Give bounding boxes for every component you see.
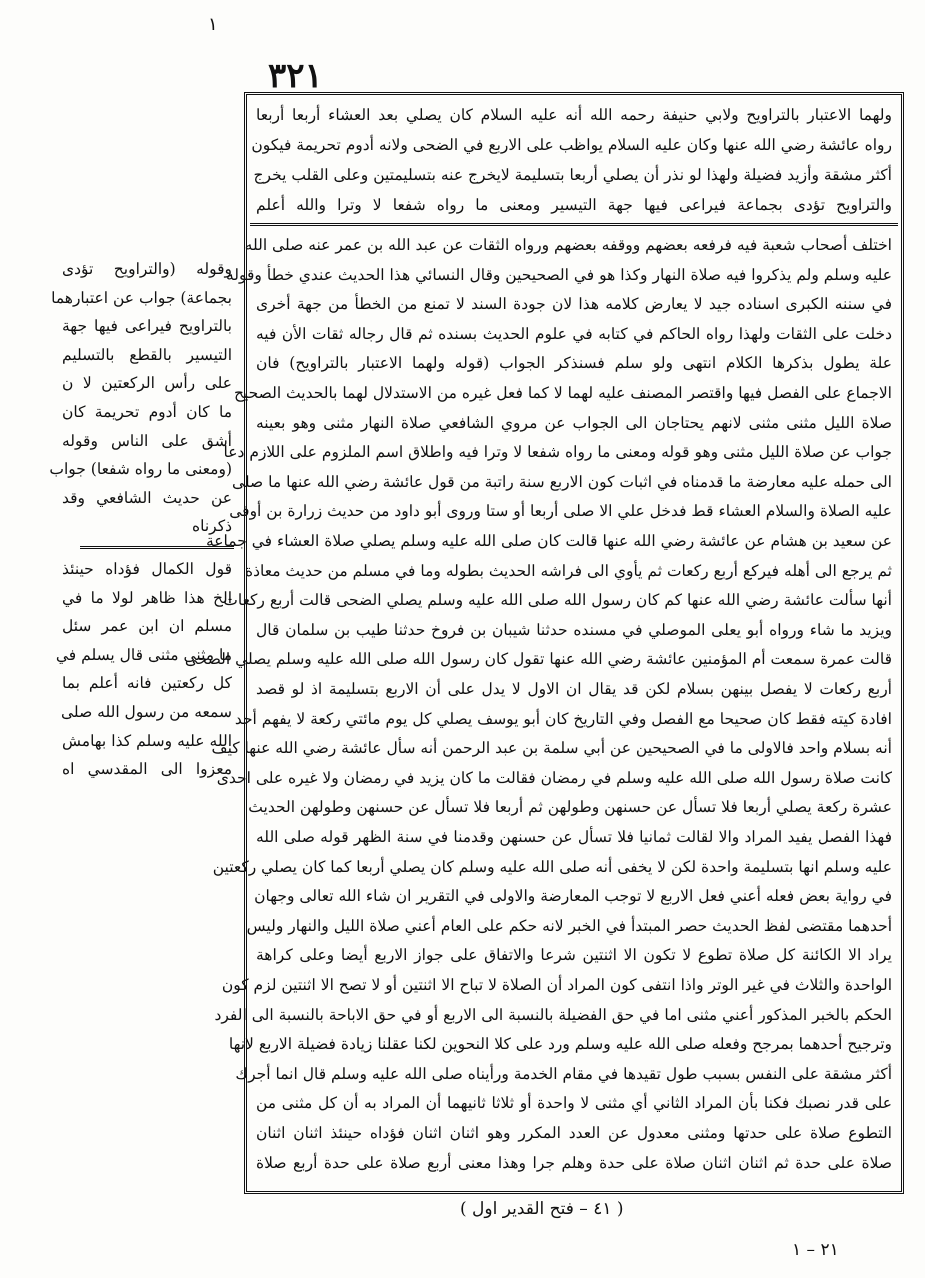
margin-note-line: (ومعنى ما رواه شفعا) جواب — [49, 460, 232, 479]
commentary-line: جواب عن صلاة الليل مثنى وهو قوله ومعنى ما رواه شفعا لا وترا فيه واطلاق اسم الملزوم على اللازم دعا — [223, 443, 892, 462]
commentary-line: عليه الصلاة والسلام العشاء قط فدخل علي الا صلى أربعا أو ستا وروى أبو داود من حديث زرارة بن أوفى — [229, 502, 892, 521]
margin-note-line: مسلم ان ابن عمر سئل — [62, 617, 232, 636]
commentary-line: عن سعيد بن هشام عن عائشة رضي الله عنها قالت كان صلى الله عليه وسلم يصلي صلاة العشاء في جماعة — [205, 532, 892, 550]
commentary-line: عليه وسلم ولم يذكروا فيه صلاة النهار وكذا هو في الصحيحين وقال النسائي هذا الحديث عندي خطأ وقوله — [225, 265, 892, 284]
page-number: ٣٢١ — [268, 56, 323, 96]
margin-note-line: سمعه من رسول الله صلى — [61, 703, 232, 721]
commentary-line: عليه وسلم انها بتسليمة واحدة لكن لا يخفى أنه صلى الله عليه وسلم كان يصلي أربعا كما كان يصلي ركعتين — [212, 857, 892, 876]
commentary-line: الاجماع على الفصل فيها واقتصر المصنف عليه لهما لا كما فعل غيره من الاستدلال لهما بالحديث الصحيح — [233, 384, 892, 402]
commentary-line: افادة كيته فقط كان صحيحا مع الفصل وفي التاريخ كان أبو يوسف يصلي كل يوم مائتي ركعة لا يفهم أحد — [234, 709, 892, 728]
commentary-line: اختلف أصحاب شعبة فيه فرفعه بعضهم ووقفه بعضهم ورواه الثقات عن عبد الله بن عمر عنه صلى الله — [244, 236, 892, 254]
commentary-line: التطوع صلاة على حدتها ومثنى معدول عن العدد المكرر وهو اثنان اثنان فؤداه حينئذ اثنان اثنان — [256, 1124, 892, 1142]
signature-mark: ٢١ – ١ — [792, 1240, 839, 1260]
commentary-line: أحدهما مقتضى لفظ الحديث حصر المبتدأ في الخبر لانه حكم على العام أعني صلاة الليل والنهار وليس — [246, 916, 892, 935]
matn-text-block — [250, 98, 898, 226]
corner-mark: ١ — [208, 14, 218, 35]
margin-note-line: ما كان أدوم تحريمة كان — [62, 403, 232, 421]
commentary-line: على قدر نصبك فكنا بأن المراد الثاني أي مثنى لا واحدة أو ثلاثا ثانيهما أن المراد به أن كل مثنى من — [256, 1094, 892, 1113]
commentary-line: فهذا الفصل يفيد المراد والا لقالت ثمانيا فلا تسأل عن حسنهن وقدمنا في سنة الظهر قوله صلى الله — [256, 828, 892, 846]
margin-note-line: الخ هذا ظاهر لولا ما في — [62, 588, 232, 607]
commentary-line: قالت عمرة سمعت أم المؤمنين عائشة رضي الله عنها تقول كان رسول الله صلى الله عليه وسلم يصلي الضحى — [184, 650, 892, 669]
commentary-line: أربع ركعات لا يفصل بينهن بسلام لكن قد يقال ان الاول لا يدل على أن الاربع بتسليمة اذ لو قصد — [256, 680, 892, 698]
matn-line: ولهما الاعتبار بالتراويح ولابي حنيفة رحمه الله أنه عليه السلام كان يصلي بعد العشاء أربعا أربعا — [256, 106, 892, 124]
margin-note-line: ما مثنى مثنى قال يسلم في — [55, 645, 232, 664]
commentary-line: وترجيح أحدهما بمرجح وفعله صلى الله عليه وسلم ورد على كلا النحوين لكنا عقلنا زيادة فضيلة الاربع لانها — [228, 1035, 892, 1054]
commentary-line: كانت صلاة رسول الله صلى الله عليه وسلم في رمضان فقالت ما كان يزيد في رمضان ولا غيره على احدى — [216, 768, 892, 787]
commentary-line: أنها سألت عائشة رضي الله عنها كم كان رسول الله صلى الله عليه وسلم يصلي الضحى قالت أربع ركعات — [223, 591, 892, 610]
commentary-line: في سننه الكبرى اسناده جيد لا يعارض كلامه هذا لان جودة السند لا تمنع من الخطأ من جهة أخرى — [256, 295, 892, 314]
margin-note-line: معزوا الى المقدسي اه — [62, 760, 232, 779]
commentary-line: الى حمله عليه معارضة ما قدمناه في اثبات كون الاربع سنة راتبة من قول عائشة رضي الله عنها ما صلى — [231, 472, 892, 491]
commentary-line: عشرة ركعة يصلي أربعا فلا تسأل عن حسنهن وطولهن ثم أربعا فلا تسأل عن حسنهن وطولهن الحديث — [248, 798, 892, 817]
commentary-line: علة يطول بذكرها الكلام انتهى ولو سلم فسنذكر الجواب (قوله ولهما الاعتبار بالتراويح) فان — [256, 354, 892, 373]
margin-note-line: الله عليه وسلم كذا بهامش — [62, 731, 232, 750]
margin-note-line: أشق على الناس وقوله — [62, 431, 232, 450]
commentary-line: الواحدة والثلاث في غير الوتر واذا انتفى كون المراد أن الصلاة لا تباح الا اثنتين أو لا تصح الا اثنتين لزم كون — [221, 976, 892, 994]
margin-note-line: ذكرناه — [192, 517, 232, 536]
commentary-line: الحكم بالخبر المذكور أعني مثنى اما في حق الفضيلة بالنسبة الى الاربع أو في حق الاباحة بالنسبة الى الفرد — [214, 1005, 892, 1024]
margin-divider — [80, 546, 234, 549]
commentary-line: يراد الا الكائنة كل صلاة تطوع لا تكون الا اثنتين شرعا والاتفاق على جواز الاربع أيضا وعلى كراهة — [256, 946, 892, 965]
margin-note-line: على رأس الركعتين لا ن — [62, 374, 232, 393]
margin-note-line: قول الكمال فؤداه حينئذ — [62, 560, 232, 578]
matn-line: أكثر مشقة وأزيد فضيلة ولهذا لو نذر أن يصلي أربعا بتسليمة لايخرج عنه بتسليمتين وعلى القلب يخرج — [253, 166, 892, 184]
margin-note-line: بجماعة) جواب عن اعتبارهما — [51, 288, 232, 307]
margin-note-line: كل ركعتين فانه أعلم بما — [62, 674, 232, 693]
matn-line: رواه عائشة رضي الله عنها وكان عليه السلام يواظب على الاربع في الضحى ولانه أدوم تحريمة فيكون — [251, 136, 892, 154]
margin-note-line: بالتراويح فيراعى فيها جهة — [62, 317, 232, 336]
commentary-line: صلاة الليل مثنى مثنى لانهم يحتاجان الى الجواب عن مروي الشافعي صلاة النهار مثنى وهو بعينه — [256, 413, 892, 432]
margin-note-line: التيسير بالقطع بالتسليم — [62, 345, 232, 364]
commentary-line: صلاة على حدة ثم اثنان اثنان صلاة على حدة وهلم جرا وهذا معنى أربع صلاة على حدة أربع صلاة — [256, 1153, 892, 1172]
commentary-line: في رواية بعض فعله أعني فعل الاربع لا توجب المعارضة والاولى في التقرير ان شاء الله تعالى وجهان — [254, 887, 892, 906]
footer-book-title: ( ٤١ – فتح القدير اول ) — [460, 1199, 624, 1219]
commentary-line: أكثر مشقة على النفس بسبب طول تقيدها في مقام الخدمة ورأيناه صلى الله عليه وسلم قال انما أجرك — [235, 1064, 892, 1083]
commentary-line: دخلت على الثقات ولهذا رواه الحاكم في كتابه في علوم الحديث بسنده ثم قال رجاله ثقات الأن فيه — [256, 324, 892, 343]
margin-note-line: وقوله (والتراويح تؤدى — [62, 260, 232, 278]
commentary-line: ثم يرجع الى أهله فيركع أربع ركعات ثم يأوي الى فراشه الحديث بطوله وما في مسلم من حديث معاذة — [244, 561, 892, 580]
commentary-line: ويزيد ما شاء ورواه أبو يعلى الموصلي في مسنده حدثنا شيبان بن فروخ حدثنا طيب بن سلمان قال — [256, 620, 892, 639]
matn-line: والتراويح تؤدى بجماعة فيراعى فيها جهة التيسير ومعنى ما رواه شفعا لا وترا والله أعلم — [256, 196, 892, 214]
commentary-line: أنه بسلام واحد فالاولى ما في الصحيحين عن أبي سلمة بن عبد الرحمن أنه سأل عائشة رضي الله عنها كيف — [211, 739, 892, 758]
margin-note-line: عن حديث الشافعي وقد — [62, 488, 232, 507]
